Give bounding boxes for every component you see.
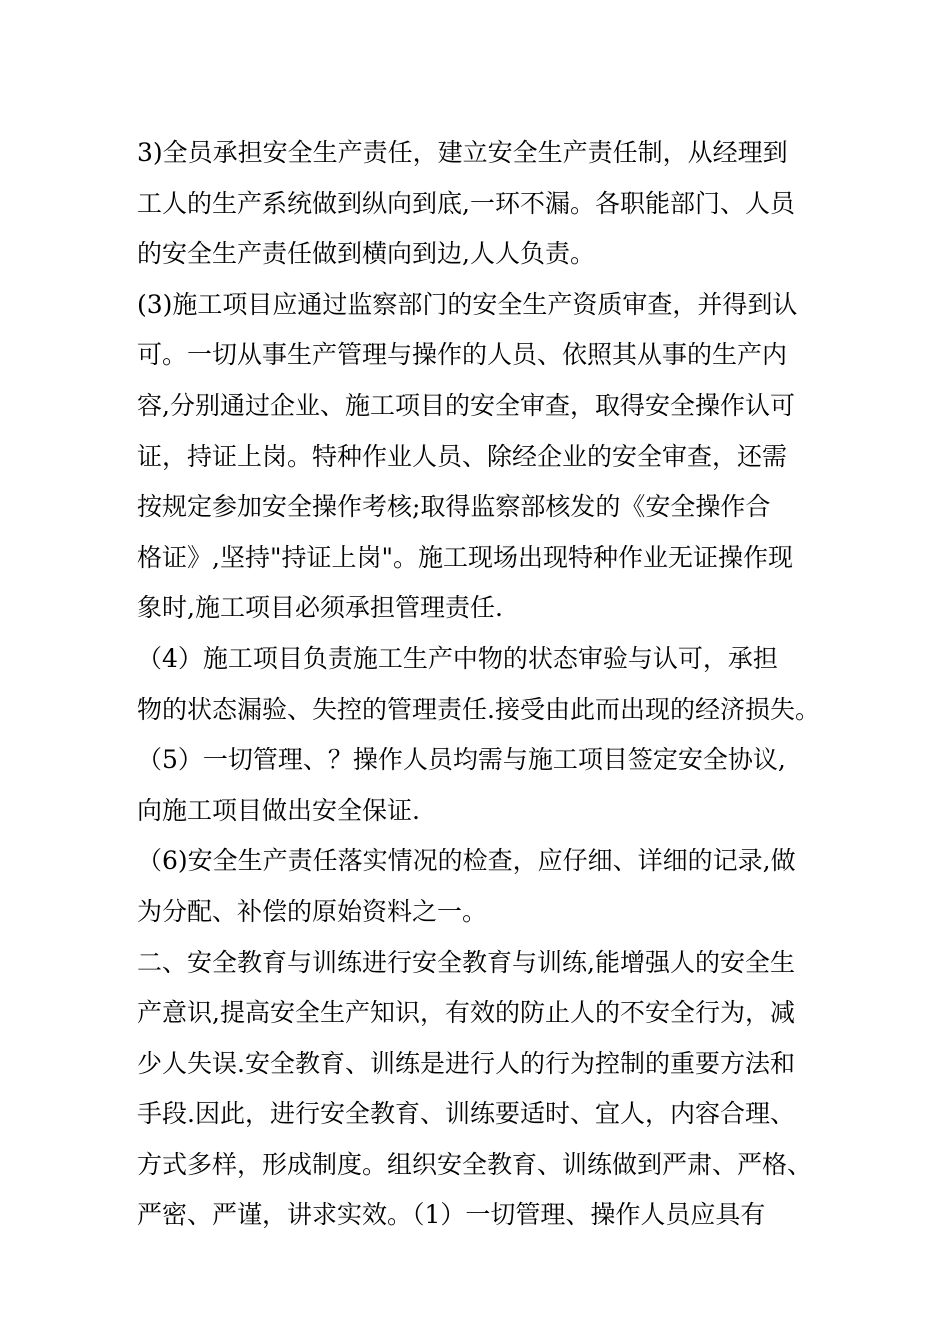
text-line: 可。一切从事生产管理与操作的人员、依照其从事的生产内 xyxy=(137,340,788,370)
text-line: 按规定参加安全操作考核;取得监察部核发的《安全操作合 xyxy=(137,492,771,522)
text-line: (3)施工项目应通过监察部门的安全生产资质审查，并得到认 xyxy=(137,289,798,319)
text-line: 物的状态漏验、失控的管理责任.接受由此而出现的经济损失。 xyxy=(137,694,820,724)
text-line: 手段.因此，进行安全教育、训练要适时、宜人，内容合理、 xyxy=(137,1099,795,1129)
text-line: 产意识,提高安全生产知识，有效的防止人的不安全行为，减 xyxy=(137,998,795,1028)
text-line: 少人失误.安全教育、训练是进行人的行为控制的重要方法和 xyxy=(137,1048,795,1078)
text-line: 方式多样，形成制度。组织安全教育、训练做到严肃、严格、 xyxy=(137,1149,813,1179)
text-line: （6)安全生产责任落实情况的检查，应仔细、详细的记录,做 xyxy=(137,846,796,876)
text-line: （4）施工项目负责施工生产中物的状态审验与认可，承担 xyxy=(137,643,778,673)
text-line: 容,分别通过企业、施工项目的安全审查，取得安全操作认可 xyxy=(137,390,795,420)
text-line: 证，持证上岗。特种作业人员、除经企业的安全审查，还需 xyxy=(137,441,788,471)
text-line: 向施工项目做出安全保证. xyxy=(137,795,420,825)
text-line: 3)全员承担安全生产责任，建立安全生产责任制，从经理到 xyxy=(137,138,788,167)
text-line: 严密、严谨，讲求实效。（1）一切管理、操作人员应具有 xyxy=(137,1200,766,1230)
body-text xyxy=(137,128,837,1241)
text-line: 工人的生产系统做到纵向到底,一环不漏。各职能部门、人员 xyxy=(137,188,795,218)
text-line: 的安全生产责任做到横向到边,人人负责。 xyxy=(137,239,595,269)
text-line: 象时,施工项目必须承担管理责任. xyxy=(137,593,503,623)
text-line: 二、安全教育与训练进行安全教育与训练,能增强人的安全生 xyxy=(137,947,795,977)
text-line: 格证》,坚持"持证上岗"。施工现场出现特种作业无证操作现 xyxy=(137,542,793,572)
text-line: （5）一切管理、？操作人员均需与施工项目签定安全协议, xyxy=(137,745,786,775)
text-line: 为分配、补偿的原始资料之一。 xyxy=(137,896,488,926)
